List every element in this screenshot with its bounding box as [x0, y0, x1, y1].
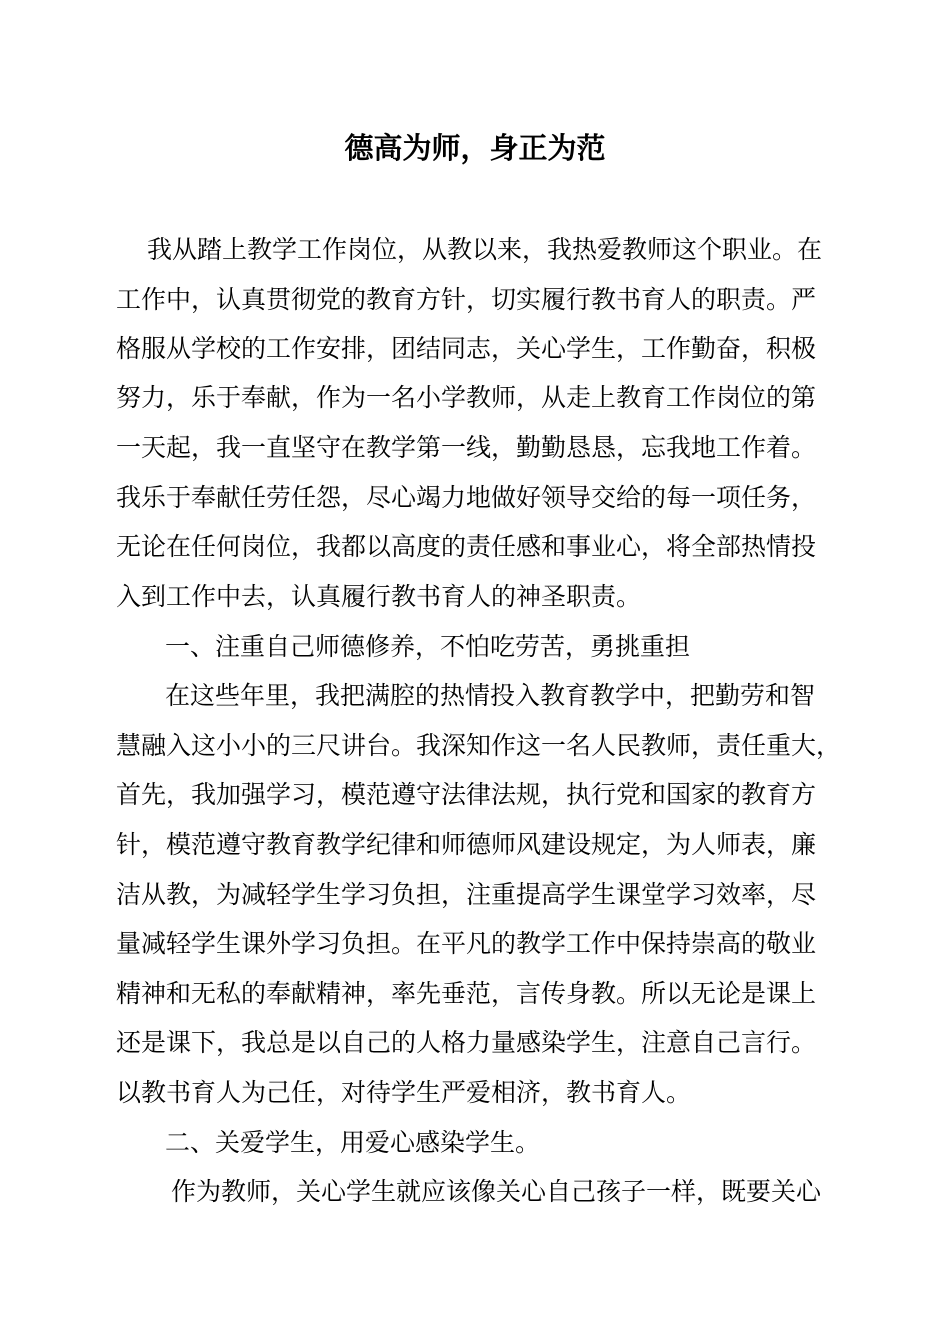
- body-line: 一天起，我一直坚守在教学第一线，勤勤恳恳，忘我地工作着。: [116, 433, 817, 462]
- body-line: 我从踏上教学工作岗位，从教以来，我热爱教师这个职业。在: [147, 235, 823, 264]
- body-line: 作为教师，关心学生就应该像关心自己孩子一样，既要关心: [171, 1177, 822, 1206]
- body-line: 针，模范遵守教育教学纪律和师德师风建设规定，为人师表，廉: [116, 830, 817, 859]
- body-line: 无论在任何岗位，我都以高度的责任感和事业心，将全部热情投: [116, 532, 817, 561]
- body-line: 量减轻学生课外学习负担。在平凡的教学工作中保持崇高的敬业: [116, 929, 817, 958]
- body-line: 工作中，认真贯彻党的教育方针，切实履行教书育人的职责。严: [116, 285, 817, 314]
- body-line: 格服从学校的工作安排，团结同志，关心学生，工作勤奋，积极: [116, 334, 817, 363]
- body-line: 我乐于奉献任劳任怨，尽心竭力地做好领导交给的每一项任务，: [116, 483, 817, 512]
- body-line: 努力，乐于奉献，作为一名小学教师，从走上教育工作岗位的第: [116, 383, 817, 412]
- body-line: 还是课下，我总是以自己的人格力量感染学生，注意自己言行。: [116, 1028, 817, 1057]
- body-line: 精神和无私的奉献精神，率先垂范，言传身教。所以无论是课上: [116, 979, 817, 1008]
- body-line: 以教书育人为己任，对待学生严爱相济，教书育人。: [116, 1078, 692, 1107]
- body-line: 首先，我加强学习，模范遵守法律法规，执行党和国家的教育方: [116, 780, 817, 809]
- section-heading: 二、关爱学生，用爱心感染学生。: [165, 1128, 541, 1157]
- body-line: 在这些年里，我把满腔的热情投入教育教学中，把勤劳和智: [165, 681, 816, 710]
- body-line: 慧融入这小小的三尺讲台。我深知作这一名人民教师，责任重大，: [116, 731, 842, 760]
- body-line: 入到工作中去，认真履行教书育人的神圣职责。: [116, 582, 642, 611]
- section-heading: 一、注重自己师德修养，不怕吃劳苦，勇挑重担: [165, 632, 691, 661]
- body-line: 洁从教，为减轻学生学习负担，注重提高学生课堂学习效率，尽: [116, 880, 817, 909]
- document-title: 德高为师，身正为范: [344, 131, 606, 165]
